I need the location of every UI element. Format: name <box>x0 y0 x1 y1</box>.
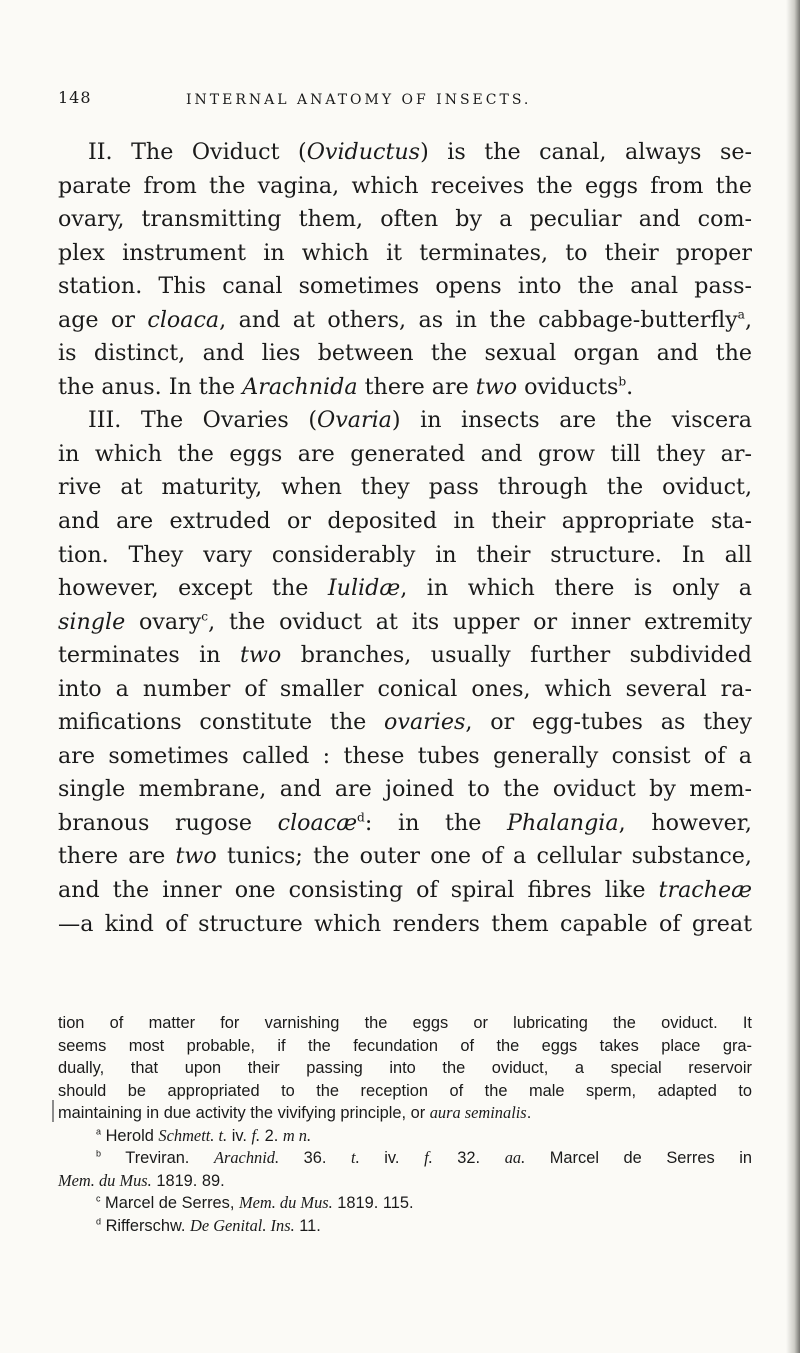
text-run: . <box>626 373 634 400</box>
page-number: 148 <box>58 88 92 107</box>
text-run: oviducts <box>517 373 619 400</box>
text-run: , however, <box>618 809 752 836</box>
text-line <box>58 136 752 170</box>
text-run: tunics; the outer one of a cellular substance, <box>216 843 752 870</box>
text-run: , and at others, as in the cabbage-butterfly <box>219 306 738 333</box>
text-run: should be appropriated to the reception of the male sperm, adapted to <box>58 1081 752 1100</box>
text-run: c <box>96 1193 101 1204</box>
text-run: Herold <box>101 1126 159 1145</box>
text-run: two <box>175 843 217 870</box>
margin-mark <box>52 1100 54 1122</box>
text-run: 2. <box>260 1126 283 1145</box>
text-run: d <box>357 810 365 825</box>
text-run: maintaining in due activity the vivifying principle, or <box>58 1104 430 1122</box>
text-run: tracheæ <box>658 877 752 904</box>
text-run: aura seminalis <box>429 1103 527 1122</box>
text-run: seems most probable, if the fecundation of the eggs takes place gra- <box>58 1036 752 1055</box>
text-run: —a kind of structure which renders them capable of great <box>58 910 752 937</box>
text-line <box>58 606 752 640</box>
text-run: plex instrument in which it terminates, to their proper <box>58 239 752 266</box>
text-run: : in the <box>364 809 508 836</box>
text-run: ) is the canal, always se- <box>420 139 752 165</box>
text-run: Phalangia <box>507 809 619 836</box>
footnote-continuation-line <box>58 1035 752 1058</box>
text-run: f. <box>251 1125 261 1145</box>
text-line <box>58 371 752 405</box>
text-run: Arachnida <box>242 373 358 400</box>
text-line <box>58 237 752 271</box>
text-run: 11. <box>294 1216 321 1235</box>
text-run: cloacæ <box>277 809 358 836</box>
text-run: b <box>96 1148 102 1159</box>
text-line <box>58 170 752 204</box>
main-text <box>58 136 752 941</box>
text-line <box>58 337 752 371</box>
text-run: ovaries <box>384 709 466 736</box>
text-run: parate from the vagina, which receives the eggs from the <box>58 172 752 199</box>
text-run: Mem. du Mus. <box>238 1193 333 1212</box>
text-line <box>58 505 752 539</box>
text-run: Treviran. <box>101 1149 214 1167</box>
text-run: f. <box>424 1148 433 1167</box>
text-run: ) in insects are the viscera <box>391 407 752 434</box>
text-run: Arachnid. <box>213 1148 280 1167</box>
page-edge-shadow <box>786 0 800 1353</box>
text-run: mifications constitute the <box>58 709 385 736</box>
text-run: 36. <box>279 1149 352 1167</box>
text-run: iv. <box>227 1126 252 1145</box>
text-run: Marcel de Serres in <box>525 1149 752 1167</box>
text-run: a <box>737 307 745 322</box>
text-run: m n. <box>282 1125 312 1145</box>
text-run: there are <box>357 373 476 400</box>
text-line <box>58 773 752 807</box>
text-run: De Genital. Ins. <box>189 1215 295 1235</box>
text-line <box>58 639 752 673</box>
text-run: , in which there is only a <box>400 575 752 602</box>
text-run: Schmett. t. <box>158 1125 228 1145</box>
text-run: terminates in <box>58 642 241 669</box>
text-run: station. This canal sometimes opens into the anal pass- <box>58 273 752 300</box>
text-run: aa. <box>504 1148 526 1167</box>
text-run: two <box>240 642 282 669</box>
text-run: iv. <box>359 1149 425 1167</box>
text-line <box>58 539 752 573</box>
text-line <box>58 874 752 908</box>
text-line <box>58 706 752 740</box>
text-run: t. <box>351 1148 360 1167</box>
text-run: c <box>201 609 209 624</box>
text-line <box>58 471 752 505</box>
text-run: tion of matter for varnishing the eggs or lubricating the oviduct. It <box>58 1014 752 1032</box>
text-run: ovary <box>125 608 202 635</box>
text-run: is distinct, and lies between the sexual organ and the <box>58 340 752 367</box>
text-run: branous rugose <box>58 809 278 836</box>
footnote-continuation-line <box>58 1080 752 1103</box>
text-line <box>58 673 752 707</box>
text-run: dually, that upon their passing into the oviduct, a special reservoir <box>58 1059 752 1077</box>
text-run: II. The Oviduct ( <box>88 139 307 165</box>
text-run: there are <box>58 843 176 870</box>
text-line <box>58 304 752 338</box>
text-run: Rifferschw. <box>101 1216 190 1235</box>
text-run: rive at maturity, when they pass through the oviduct, <box>58 474 752 501</box>
running-title: INTERNAL ANATOMY OF INSECTS. <box>186 92 532 108</box>
text-run: ovary, transmitting them, often by a peculiar and com- <box>58 206 752 233</box>
text-run: single membrane, and are joined to the oviduct by mem- <box>58 776 752 803</box>
text-run: Mem. du Mus. <box>58 1170 152 1190</box>
text-run: Marcel de Serres, <box>100 1194 239 1212</box>
text-run: III. The Ovaries ( <box>88 407 318 434</box>
text-run: d <box>96 1216 102 1227</box>
text-line <box>58 270 752 304</box>
text-run: in which the eggs are generated and grow till they ar- <box>58 440 752 467</box>
text-run: are sometimes called : these tubes generally consist of a <box>58 742 752 769</box>
footnote-continuation-line <box>58 1012 752 1035</box>
text-line <box>58 740 752 774</box>
text-run: and are extruded or deposited in their appropriate sta- <box>58 508 752 535</box>
text-run: . <box>526 1104 532 1122</box>
text-line <box>58 438 752 472</box>
page-header <box>58 88 752 118</box>
text-run: however, except the <box>58 575 328 602</box>
text-run: 32. <box>432 1149 505 1167</box>
text-run: , the oviduct at its upper or inner extremity <box>208 608 752 635</box>
text-run: b <box>618 374 627 389</box>
footnote-line <box>58 1170 752 1193</box>
text-run: Iulidæ <box>327 575 401 602</box>
text-line <box>58 840 752 874</box>
footnote-line <box>58 1192 752 1215</box>
footnote-continuation-line <box>58 1102 752 1125</box>
text-run: branches, usually further subdivided <box>281 642 752 669</box>
text-run: , or egg-tubes as they <box>465 709 752 736</box>
text-line <box>58 203 752 237</box>
text-run: single <box>58 608 126 635</box>
text-run: tion. They vary considerably in their structure. In all <box>58 541 752 568</box>
text-line <box>58 572 752 606</box>
text-run: , <box>744 306 752 333</box>
text-run: 1819. 89. <box>151 1171 225 1190</box>
footnote-line <box>58 1147 752 1170</box>
footnotes <box>58 1012 752 1237</box>
text-run: a <box>96 1126 102 1137</box>
footnote-line <box>58 1125 752 1148</box>
text-run: cloaca <box>147 306 220 333</box>
text-run: age or <box>58 306 148 333</box>
text-line <box>58 404 752 438</box>
text-run: 1819. 115. <box>332 1194 414 1212</box>
text-run: into a number of smaller conical ones, which several ra- <box>58 675 752 702</box>
footnote-continuation-line <box>58 1057 752 1080</box>
footnote-line <box>58 1215 752 1238</box>
text-line <box>58 807 752 841</box>
text-run: the anus. In the <box>58 373 243 400</box>
text-run: two <box>475 373 518 400</box>
text-run: Oviductus <box>306 139 421 165</box>
text-run: Ovaria <box>317 407 392 434</box>
text-line <box>58 908 752 942</box>
text-run: and the inner one consisting of spiral fibres like <box>58 877 659 904</box>
